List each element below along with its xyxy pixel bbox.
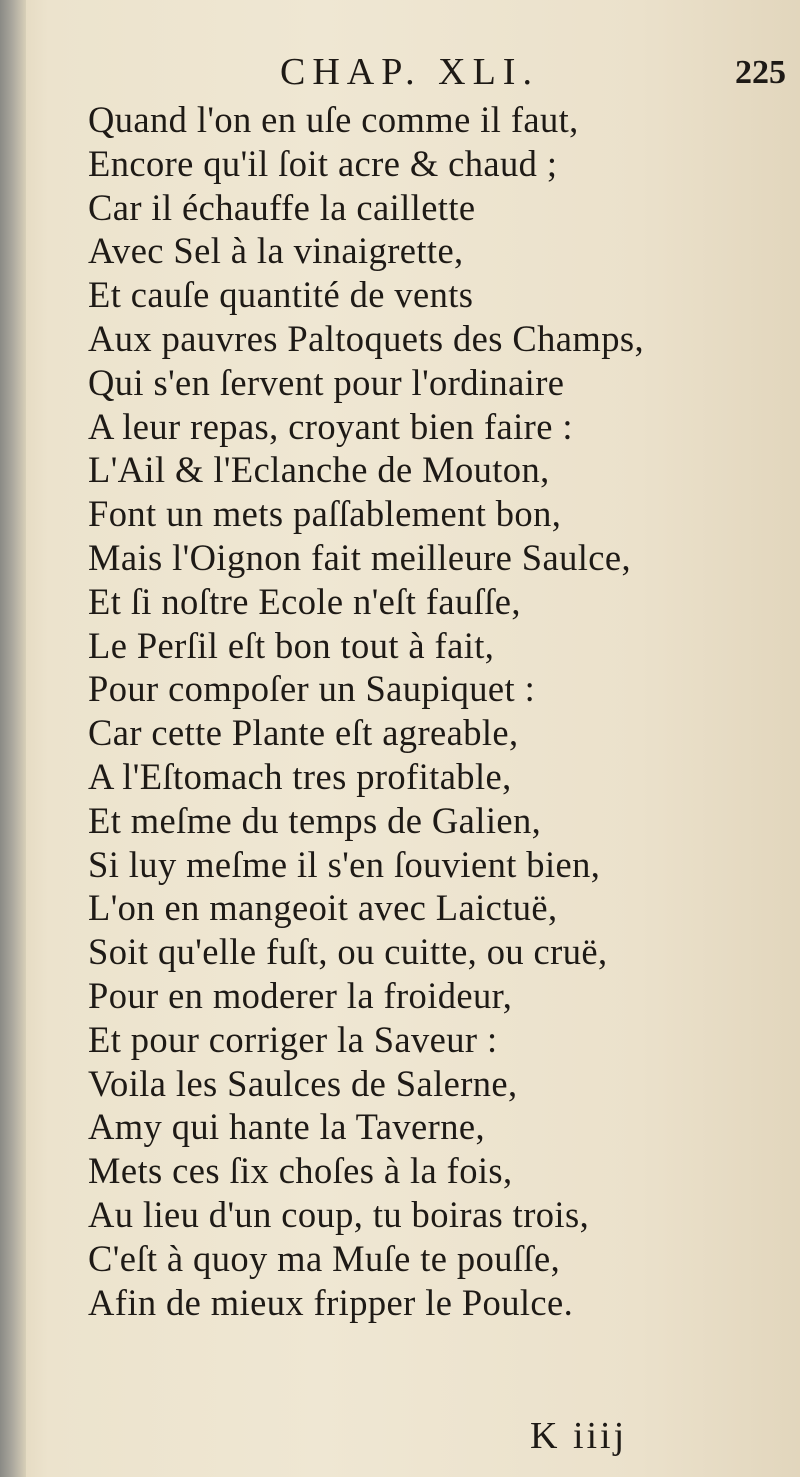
verse-line: Et cauſe quantité de vents [88,274,474,316]
verse-line: Au lieu d'un coup, tu boiras trois, [88,1193,590,1235]
verse-line: Quand l'on en uſe comme il faut, [88,99,579,140]
verse-line: Car il échauffe la caillette [88,186,476,228]
verse-line: Encore qu'il ſoit acre & chaud ; [88,142,558,184]
verse-line: A leur repas, croyant bien faire : [88,405,573,447]
page-number: 225 [735,54,786,91]
signature-mark: K iiij [530,1415,628,1457]
running-title: CHAP. XLI. [280,51,539,93]
verse-line: Aux pauvres Paltoquets des Champs, [88,317,644,359]
verse-line: Et pour corriger la Saveur : [88,1018,498,1060]
verse-line: Mets ces ſix choſes à la fois, [88,1150,513,1192]
verse-line: C'eſt à quoy ma Muſe te pouſſe, [88,1237,561,1279]
page-gutter [0,0,26,1477]
verse-block [88,98,788,1324]
verse-line: A l'Eſtomach tres profitable, [88,755,512,797]
verse-line: Avec Sel à la vinaigrette, [88,230,464,272]
verse-line: Soit qu'elle fuſt, ou cuitte, ou cruë, [88,931,608,973]
verse-line: Afin de mieux fripper le Poulce. [88,1281,574,1323]
verse-line: Font un mets paſſablement bon, [88,493,562,535]
verse-line: Et meſme du temps de Galien, [88,799,542,841]
verse-line: L'on en mangeoit avec Laictuë, [88,887,558,929]
verse-line: L'Ail & l'Eclanche de Mouton, [88,449,550,491]
verse-line: Car cette Plante eſt agreable, [88,712,519,754]
verse-line: Voila les Saulces de Salerne, [88,1062,518,1104]
verse-line: Pour en moderer la froideur, [88,974,513,1016]
verse-line: Qui s'en ſervent pour l'ordinaire [88,361,565,403]
verse-line: Si luy meſme il s'en ſouvient bien, [88,843,601,885]
verse-line: Et ſi noſtre Ecole n'eſt fauſſe, [88,580,521,622]
verse-line: Le Perſil eſt bon tout à fait, [88,624,495,666]
verse-line: Amy qui hante la Taverne, [88,1106,485,1148]
verse-line: Pour compoſer un Saupiquet : [88,668,536,710]
verse-line: Mais l'Oignon fait meilleure Saulce, [88,536,631,578]
